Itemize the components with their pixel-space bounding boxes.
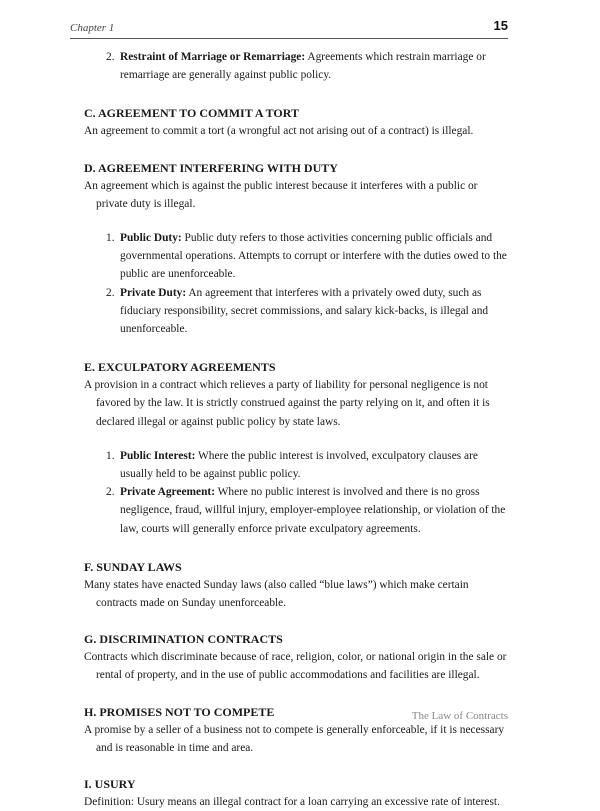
section-paragraph: Many states have enacted Sunday laws (also called “blue laws”) which make certain contracts made on Sunday unenforceable. bbox=[84, 578, 469, 610]
item-term: Public Duty: bbox=[120, 232, 182, 245]
page-content bbox=[84, 48, 510, 811]
item-text: Agreements which restrain marriage or remarriage are generally against public policy. bbox=[120, 51, 486, 82]
intro-list bbox=[84, 48, 510, 84]
section-heading: C. AGREEMENT TO COMMIT A TORT bbox=[84, 106, 299, 121]
item-number: 2. bbox=[106, 286, 115, 299]
item-number: 2. bbox=[106, 51, 115, 63]
item-term: Private Duty: bbox=[120, 286, 187, 299]
item-term: Private Agreement: bbox=[120, 486, 215, 499]
section-heading: E. EXCULPATORY AGREEMENTS bbox=[84, 360, 276, 375]
section-list bbox=[84, 229, 510, 338]
page-header bbox=[70, 18, 508, 39]
item-number: 1. bbox=[106, 232, 115, 245]
item-text: Where the public interest is involved, exculpatory clauses are usually held to be against public policy. bbox=[120, 449, 478, 481]
list-item bbox=[84, 48, 510, 84]
section-e bbox=[84, 358, 510, 538]
list-item bbox=[84, 229, 510, 284]
list-item bbox=[84, 447, 510, 483]
item-number: 2. bbox=[106, 486, 115, 499]
section-g bbox=[84, 630, 510, 684]
chapter-label: Chapter 1 bbox=[70, 22, 115, 34]
item-term: Restraint of Marriage or Remarriage: bbox=[120, 51, 306, 63]
section-d bbox=[84, 159, 510, 339]
section-heading: D. AGREEMENT INTERFERING WITH DUTY bbox=[84, 160, 338, 175]
list-item bbox=[84, 284, 510, 339]
section-c bbox=[84, 104, 510, 140]
section-f bbox=[84, 558, 510, 612]
section-heading: I. USURY bbox=[84, 777, 136, 792]
item-number: 1. bbox=[106, 449, 115, 462]
item-term: Public Interest: bbox=[120, 449, 196, 462]
item-text: Where no public interest is involved and there is no gross negligence, fraud, willful injury, employer-employee relationship, or violation of the law, courts will generally enforce private exculpatory agreements. bbox=[120, 486, 506, 535]
section-paragraph: Contracts which discriminate because of race, religion, color, or national origin in the sale or rental of property, and in the use of public accommodations and facilities are illegal. bbox=[84, 651, 507, 682]
section-paragraph: Definition: Usury means an illegal contract for a loan carrying an excessive rate of interest. bbox=[84, 796, 500, 809]
page-number: 15 bbox=[493, 18, 508, 33]
section-heading: H. PROMISES NOT TO COMPETE bbox=[84, 704, 275, 719]
section-paragraph: A provision in a contract which relieves a party of liability for personal negligence is not favored by the law. It is strictly construed against the party relying on it, and often it is declared illegal or against public policy by state laws. bbox=[84, 379, 490, 428]
footer-book-title: The Law of Contracts bbox=[411, 710, 508, 722]
section-paragraph: A promise by a seller of a business not to compete is generally enforceable, if it is necessary and is reasonable in time and area. bbox=[84, 723, 505, 754]
section-i bbox=[84, 775, 510, 811]
section-paragraph: An agreement to commit a tort (a wrongful act not arising out of a contract) is illegal. bbox=[84, 125, 474, 138]
item-text: An agreement that interferes with a privately owed duty, such as fiduciary responsibility, secret commissions, and salary kick-backs, is illegal and unenforceable. bbox=[120, 286, 489, 336]
section-heading: F. SUNDAY LAWS bbox=[84, 559, 182, 574]
list-item bbox=[84, 483, 510, 538]
section-heading: G. DISCRIMINATION CONTRACTS bbox=[84, 632, 283, 647]
section-paragraph: An agreement which is against the public interest because it interferes with a public or private duty is illegal. bbox=[84, 179, 478, 210]
section-list bbox=[84, 447, 510, 538]
item-text: Public duty refers to those activities concerning public officials and governmental operations. Attempts to corrupt or interfere with the duties owed to the public are unenforceable. bbox=[120, 232, 507, 281]
